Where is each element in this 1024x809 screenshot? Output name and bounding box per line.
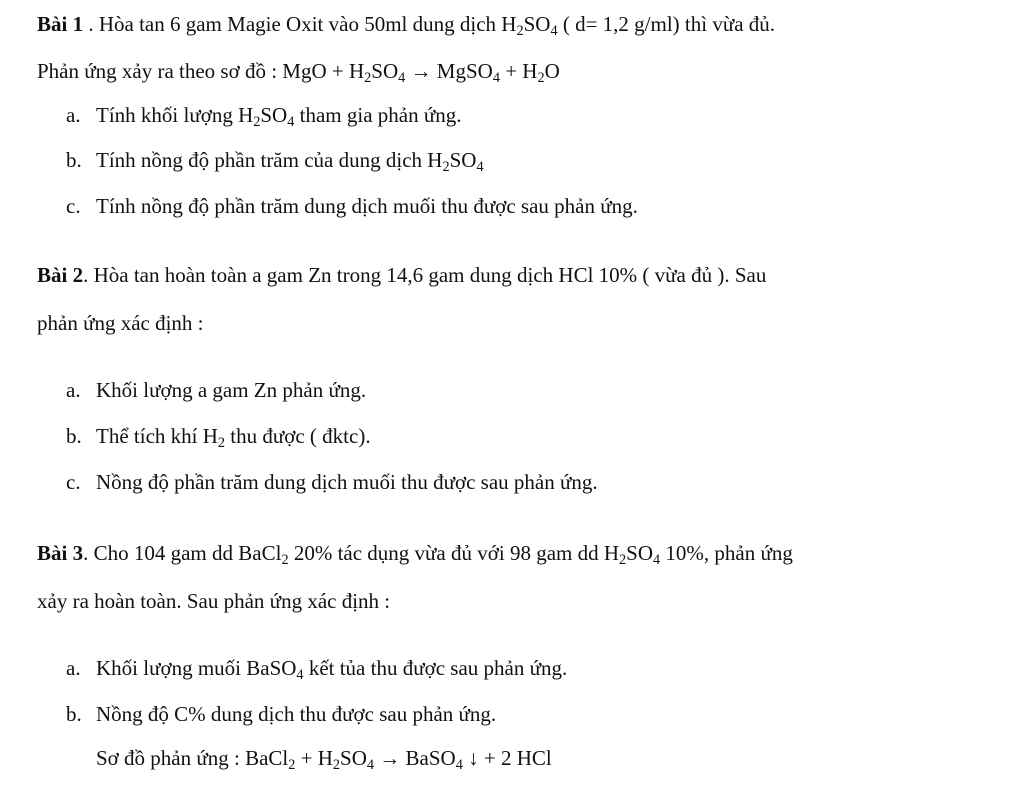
bai2-item-a: a. Khối lượng a gam Zn phản ứng.: [66, 378, 367, 402]
bai1-item-a: a. Tính khối lượng $H_2SO_4$ tham gia phản ứng.: [66, 103, 462, 130]
bai2-heading: Bài 2: [37, 263, 84, 287]
bai3-item-a: a. Khối lượng muối BaSO$_4$ kết tủa thu được sau phản ứng.: [66, 656, 568, 683]
bai3-intro: Bài 3. Cho 104 gam dd BaCl$_2$ 20% tác dụng vừa đủ với 98 gam dd $H_2SO_4$ 10%, phản ứng: [37, 541, 793, 568]
bai2-item-c: c. Nồng độ phần trăm dung dịch muối thu được sau phản ứng.: [66, 470, 598, 494]
bai3-item-b: b. Nồng độ C% dung dịch thu được sau phản ứng.: [66, 702, 497, 726]
bai1-intro: Bài 1 . Hòa tan 6 gam Magie Oxit vào 50ml dung dịch $H_2SO_4$ ( d= 1,2 g/ml) thì vừa đủ.: [37, 12, 776, 39]
bai3-heading: Bài 3: [37, 541, 84, 565]
bai2-item-b: b. Thể tích khí $H_2$ thu được ( đktc).: [66, 424, 371, 451]
bai1-item-b: b. Tính nồng độ phần trăm của dung dịch $H_2SO_4$: [66, 148, 484, 175]
bai1-item-c: c. Tính nồng độ phần trăm dung dịch muối thu được sau phản ứng.: [66, 194, 638, 218]
bai3-equation: Sơ đồ phản ứng : BaCl$_2$ + $H_2SO_4$ → BaSO$_4$ ↓ + 2 HCl: [96, 746, 552, 773]
bai2-intro: Bài 2. Hòa tan hoàn toàn a gam Zn trong 14,6 gam dung dịch HCl 10% ( vừa đủ ). Sau: [37, 263, 767, 287]
bai3-intro-cont: xảy ra hoàn toàn. Sau phản ứng xác định :: [37, 589, 391, 613]
bai2-intro-cont: phản ứng xác định :: [37, 311, 204, 335]
bai1-heading: Bài 1: [37, 12, 84, 36]
bai1-equation: Phản ứng xảy ra theo sơ đồ : MgO + $H_2SO_4$ → MgSO$_4$ + $H_2O$: [37, 59, 560, 86]
